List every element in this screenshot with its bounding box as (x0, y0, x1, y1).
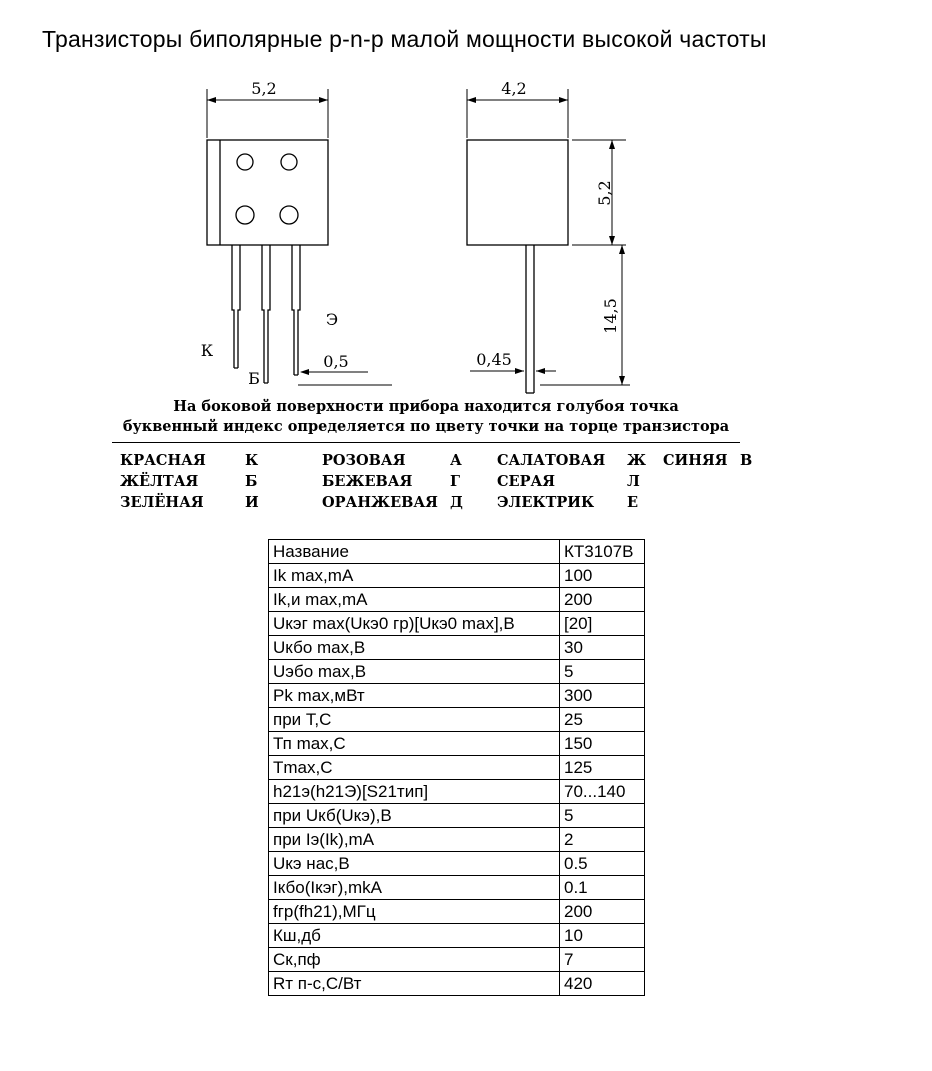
color-index (740, 471, 770, 492)
param-value: 5 (560, 804, 645, 828)
color-index: Д (450, 494, 463, 511)
color-name: БЕЖЕВАЯ (322, 473, 413, 490)
param-name: Ik max,mA (269, 564, 560, 588)
color-code-table (120, 450, 770, 513)
table-row (269, 852, 645, 876)
dim-arrow (559, 97, 568, 103)
param-value: 300 (560, 684, 645, 708)
param-value: 150 (560, 732, 645, 756)
param-name: при Т,С (269, 708, 560, 732)
table-row (269, 972, 645, 996)
param-header-name: Название (269, 540, 560, 564)
color-name: СИНЯЯ (663, 452, 728, 469)
table-row (269, 564, 645, 588)
table-row (269, 708, 645, 732)
param-value: 2 (560, 828, 645, 852)
param-name: при Uкб(Uкэ),В (269, 804, 560, 828)
color-name (663, 492, 740, 513)
color-index: Б (245, 473, 258, 490)
param-name: Uэбо max,В (269, 660, 560, 684)
color-name: ЭЛЕКТРИК (497, 494, 595, 511)
dim-arrow (515, 368, 524, 374)
dim-body-height-label: 5,2 (595, 180, 614, 206)
param-value: 100 (560, 564, 645, 588)
table-row (269, 636, 645, 660)
package-front-body (207, 140, 328, 245)
color-index: Л (627, 473, 640, 490)
color-index (740, 492, 770, 513)
color-name: КРАСНАЯ (120, 452, 206, 469)
color-name: ОРАНЖЕВАЯ (322, 494, 438, 511)
param-value: 5 (560, 660, 645, 684)
note-line-1: На боковой поверхности прибора находится голубоя точка (173, 398, 679, 415)
dim-lead-thickness-label: 0,45 (476, 350, 512, 369)
table-row (269, 900, 645, 924)
dim-pin-width-label: 0,5 (323, 352, 349, 371)
dim-side-width-label: 4,2 (501, 79, 527, 98)
color-index: Г (450, 473, 461, 490)
param-name: Кш,дб (269, 924, 560, 948)
param-name: fгр(fh21),МГц (269, 900, 560, 924)
color-name: РОЗОВАЯ (322, 452, 406, 469)
param-name: Тп max,С (269, 732, 560, 756)
param-value: 420 (560, 972, 645, 996)
param-name: Tmax,С (269, 756, 560, 780)
param-name: Rт п-с,С/Вт (269, 972, 560, 996)
param-value: 200 (560, 588, 645, 612)
note-line-2: буквенный индекс определяется по цвету точки на торце транзистора (122, 418, 730, 435)
table-row (269, 756, 645, 780)
dim-arrow (619, 376, 625, 385)
param-name: Uкбо max,В (269, 636, 560, 660)
pin-label-collector: К (200, 341, 214, 360)
param-name: Ск,пф (269, 948, 560, 972)
color-index: Е (627, 494, 639, 511)
param-name: при Iэ(Ik),mA (269, 828, 560, 852)
pin-label-emitter: Э (325, 310, 339, 329)
table-row (269, 876, 645, 900)
dim-arrow (609, 236, 615, 245)
dim-arrow (536, 368, 545, 374)
parameters-table (268, 539, 645, 996)
param-name: h21э(h21Э)[S21тип] (269, 780, 560, 804)
color-name (663, 471, 740, 492)
param-header-value: КТ3107В (560, 540, 645, 564)
param-value: 0.1 (560, 876, 645, 900)
param-value: 200 (560, 900, 645, 924)
package-drawing (0, 75, 932, 405)
color-name: ЖЁЛТАЯ (120, 473, 199, 490)
table-row (269, 924, 645, 948)
table-row (269, 780, 645, 804)
param-value: 10 (560, 924, 645, 948)
param-value: 70...140 (560, 780, 645, 804)
param-name: Uкэг max(Uкэ0 гр)[Uкэ0 max],В (269, 612, 560, 636)
color-name: САЛАТОВАЯ (497, 452, 606, 469)
param-name: Iкбо(Iкэг),mkA (269, 876, 560, 900)
pin-label-base: Б (248, 369, 260, 388)
table-row (269, 948, 645, 972)
dim-arrow (609, 140, 615, 149)
table-row (269, 612, 645, 636)
dim-arrow (300, 369, 309, 375)
param-value: 25 (560, 708, 645, 732)
table-row (269, 684, 645, 708)
color-name: СЕРАЯ (497, 473, 556, 490)
table-row (269, 732, 645, 756)
color-index: И (245, 494, 259, 511)
color-index: К (245, 452, 259, 469)
package-front-leads (232, 245, 300, 383)
color-name: ЗЕЛЁНАЯ (120, 494, 204, 511)
param-value: 7 (560, 948, 645, 972)
dim-arrow (467, 97, 476, 103)
pin-width-dimension (298, 372, 392, 385)
table-row (269, 828, 645, 852)
dim-arrow (319, 97, 328, 103)
color-index: В (740, 452, 753, 469)
note-block (112, 397, 740, 443)
dim-arrow (619, 245, 625, 254)
dim-arrow (207, 97, 216, 103)
param-value: 0.5 (560, 852, 645, 876)
dim-front-width-label: 5,2 (251, 79, 277, 98)
param-name: Pk max,мВт (269, 684, 560, 708)
param-value: 30 (560, 636, 645, 660)
dim-lead-length-label: 14,5 (601, 298, 620, 334)
table-header-row (269, 540, 645, 564)
page-title: Транзисторы биполярные p-n-p малой мощности высокой частоты (42, 26, 767, 52)
table-row (269, 660, 645, 684)
param-value: 125 (560, 756, 645, 780)
param-name: Uкэ нас,В (269, 852, 560, 876)
table-row (269, 804, 645, 828)
color-index: Ж (627, 452, 647, 469)
param-value: [20] (560, 612, 645, 636)
table-row (269, 588, 645, 612)
param-name: Ik,и max,mA (269, 588, 560, 612)
color-index: А (450, 452, 462, 469)
